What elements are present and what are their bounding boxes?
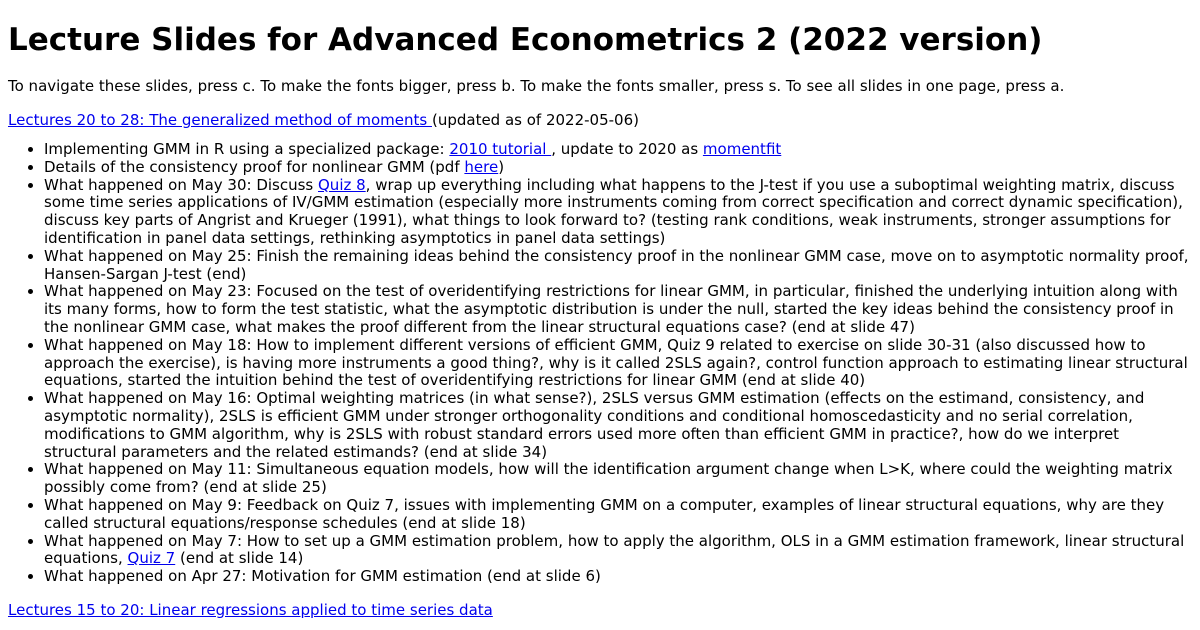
- lectures-15-20-link[interactable]: Lectures 15 to 20: Linear regressions applied to time series data: [8, 600, 493, 619]
- list-item: • Details of the consistency proof for nonlinear GMM (pdf here): [44, 159, 1192, 177]
- list-item: • What happened on May 16: Optimal weighting matrices (in what sense?), 2SLS versus GMM estimation (effects on the estimand, consistency, and asymptotic normality), 2SLS is efficient GMM under stronger orthogonality conditions and conditional homoscedasticity and no serial correlation, modifications to GMM algorithm, why is 2SLS with robust standard errors used more often than efficient GMM in practice?, how do we interpret structural parameters and the related estimands? (end at slide 34): [44, 390, 1192, 461]
- list-item: • What happened on May 30: Discuss Quiz 8, wrap up everything including what happens to the J-test if you use a suboptimal weighting matrix, discuss some time series applications of IV/GMM estimation (especially more instruments coming from correct specification and correct dynamic specification), discuss key parts of Angrist and Krueger (1991), what things to look forward to? (testing rank conditions, weak instruments, stronger assumptions for identification in panel data settings, rethinking asymptotics in panel data settings): [44, 177, 1192, 248]
- momentfit-link[interactable]: momentfit: [702, 140, 782, 158]
- list-item: • What happened on May 18: How to implement different versions of efficient GMM, Quiz 9 related to exercise on slide 30-31 (also discussed how to approach the exercise), is having more instruments a good thing?, why is it called 2SLS again?, control function approach to estimating linear structural equations, started the intuition behind the test of overidentifying restrictions for linear GMM (end at slide 40): [44, 337, 1192, 390]
- consistency-proof-pdf-link[interactable]: here: [464, 157, 499, 176]
- tutorial-2010-link[interactable]: 2010 tutorial: [449, 140, 552, 158]
- lectures-20-28-link[interactable]: Lectures 20 to 28: The generalized method of moments: [8, 111, 432, 129]
- list-item: • What happened on May 25: Finish the remaining ideas behind the consistency proof in the nonlinear GMM case, move on to asymptotic normality proof, Hansen-Sargan J-test (end): [44, 248, 1192, 284]
- quiz-7-link[interactable]: Quiz 7: [127, 549, 176, 568]
- section-time-series: [8, 601, 1192, 619]
- updated-date: (updated as of 2022-05-06): [431, 111, 639, 129]
- list-item: • What happened on Apr 27: Motivation for GMM estimation (end at slide 6): [44, 568, 1192, 586]
- gmm-item-list: [8, 141, 1192, 586]
- list-item: • Implementing GMM in R using a specialized package: 2010 tutorial , update to 2020 as momentfit: [44, 141, 1192, 159]
- list-item: • What happened on May 11: Simultaneous equation models, how will the identification argument change when L>K, where could the weighting matrix possibly come from? (end at slide 25): [44, 461, 1192, 497]
- list-item: • What happened on May 23: Focused on the test of overidentifying restrictions for linear GMM, in particular, finished the underlying intuition along with its many forms, how to form the test statistic, what the asymptotic distribution is under the null, started the key ideas behind the consistency proof in the nonlinear GMM case, what makes the proof different from the linear structural equations case? (end at slide 47): [44, 283, 1192, 336]
- list-item: • What happened on May 7: How to set up a GMM estimation problem, how to apply the algorithm, OLS in a GMM estimation framework, linear structural equations, Quiz 7 (end at slide 14): [44, 533, 1192, 569]
- navigation-instructions: To navigate these slides, press c. To make the fonts bigger, press b. To make the fonts smaller, press s. To see all slides in one page, press a.: [8, 77, 1065, 95]
- quiz-8-link[interactable]: Quiz 8: [318, 175, 366, 194]
- list-item: • What happened on May 9: Feedback on Quiz 7, issues with implementing GMM on a computer, examples of linear structural equations, why are they called structural equations/response schedules (end at slide 18): [44, 497, 1192, 533]
- section-gmm: [8, 111, 1192, 129]
- page-title: Lecture Slides for Advanced Econometrics 2 (2022 version): [8, 22, 1043, 58]
